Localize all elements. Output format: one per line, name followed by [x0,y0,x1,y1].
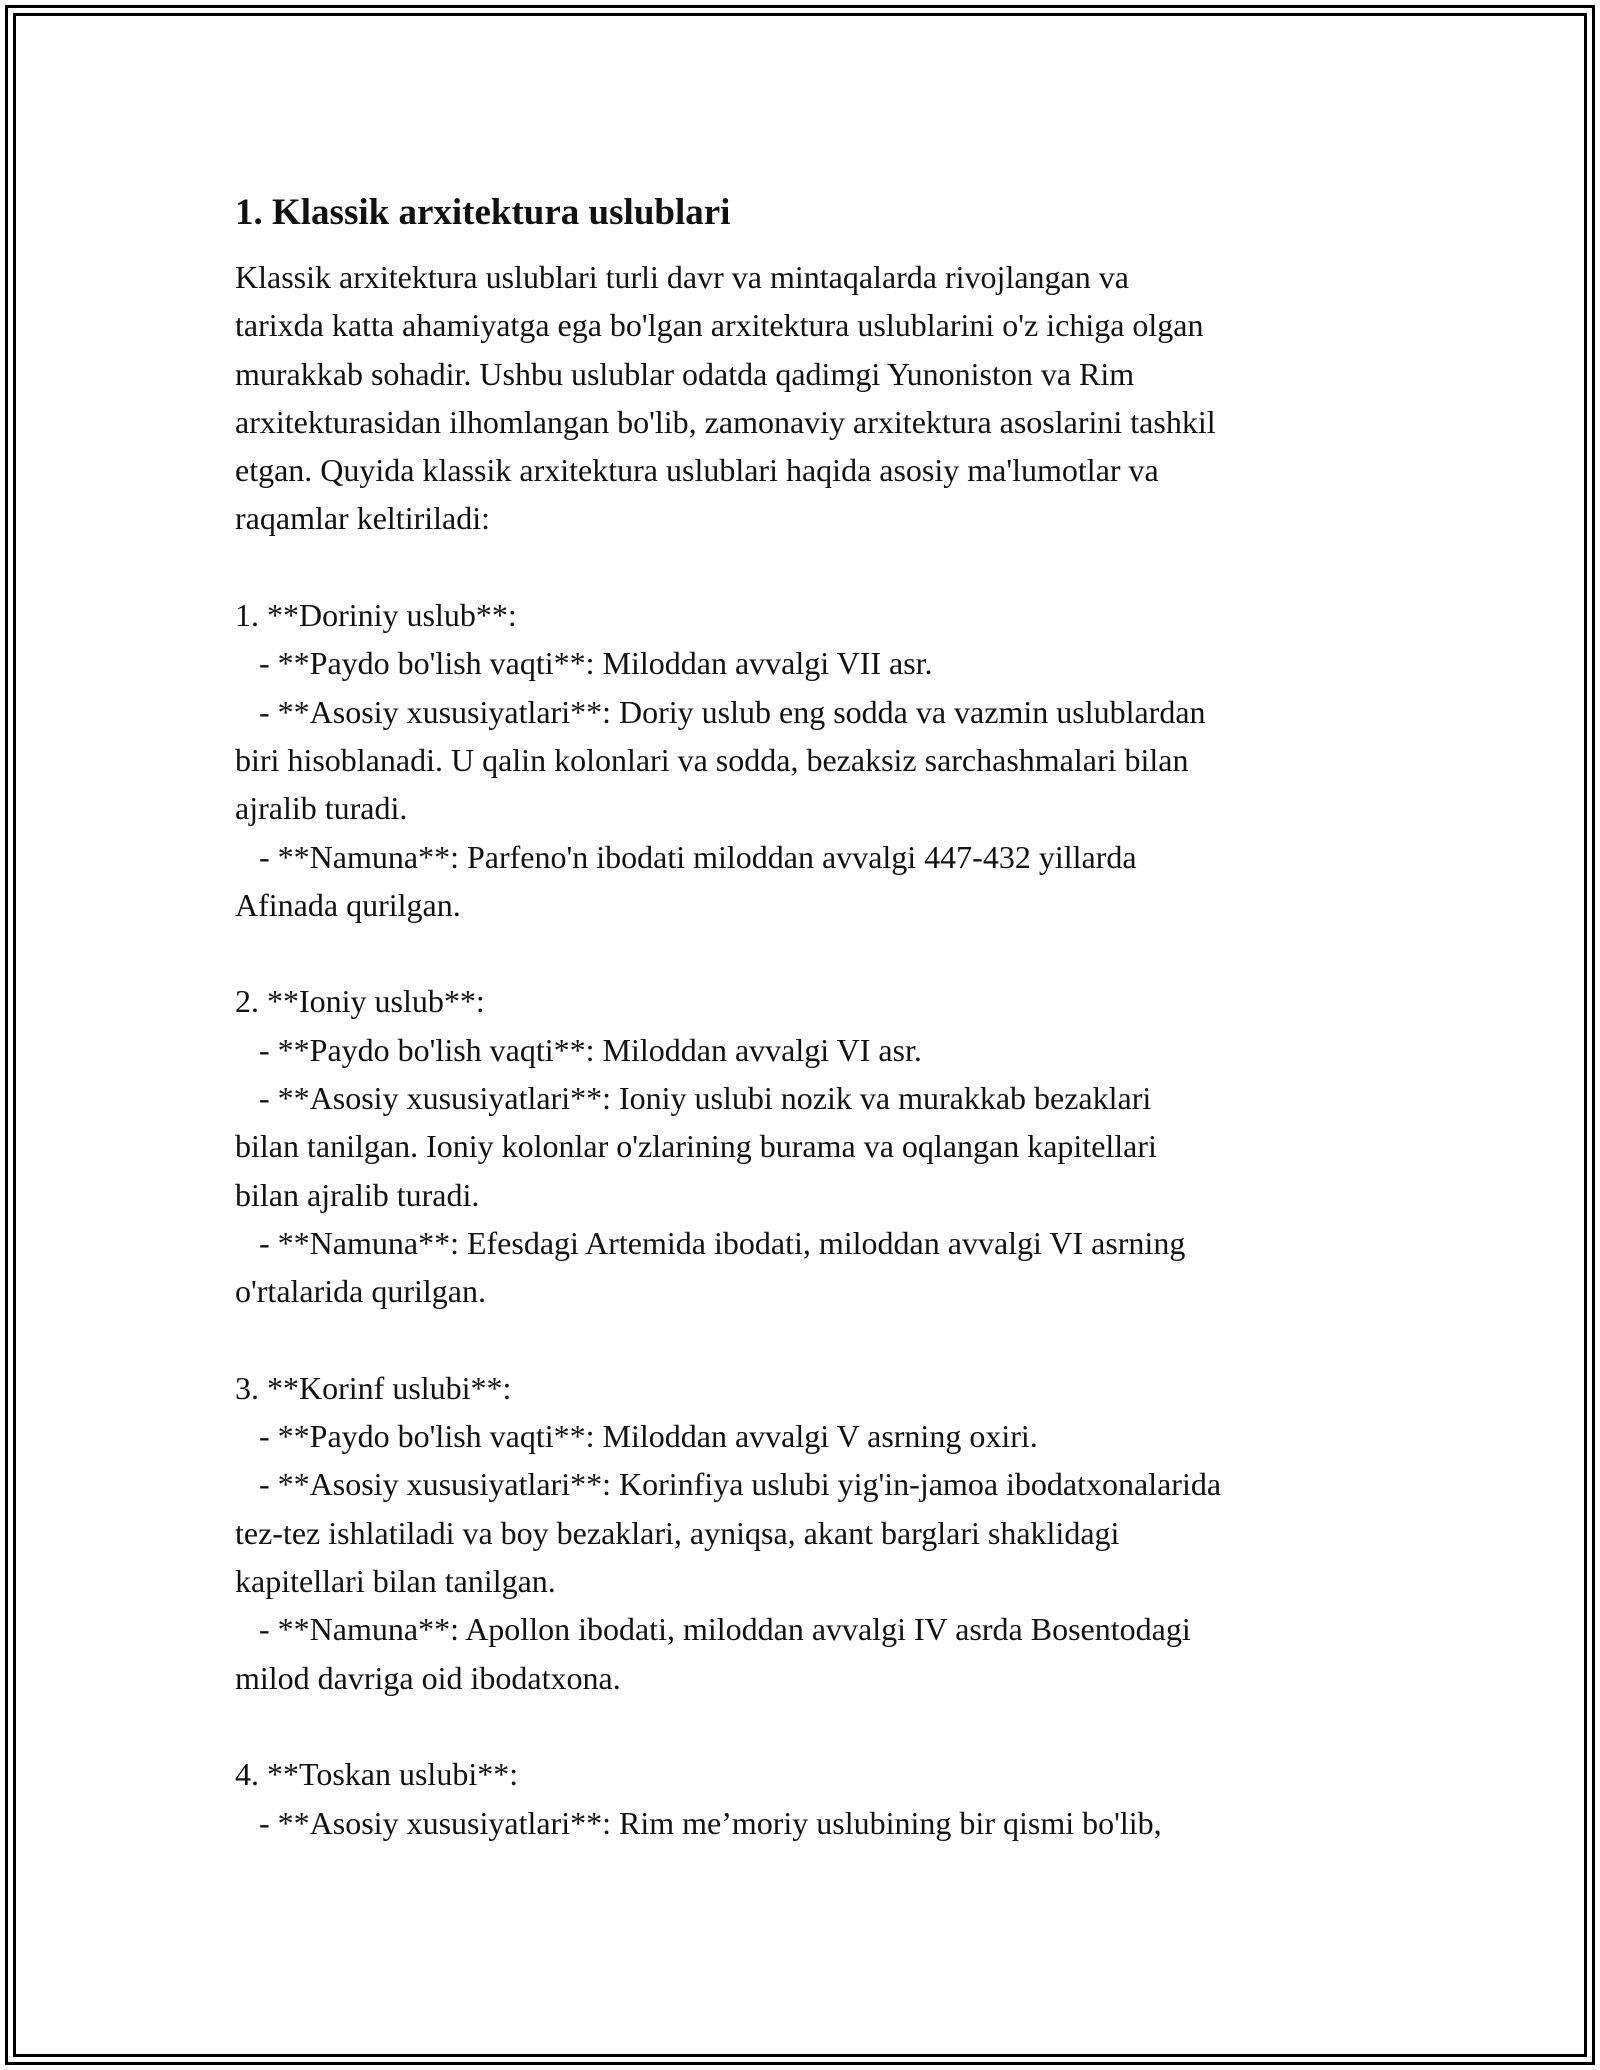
text-line: Afinada qurilgan. [235,886,461,923]
text-line: - **Asosiy xususiyatlari**: Ioniy uslubi nozik va murakkab bezaklari [235,1080,1152,1117]
text-line: - **Namuna**: Apollon ibodati, miloddan avvalgi IV asrda Bosentodagi [235,1611,1191,1648]
text-line: - **Asosiy xususiyatlari**: Rim me’moriy uslubining bir qismi bo'lib, [235,1804,1162,1841]
text-line [235,543,1370,591]
text-line: 2. **Ioniy uslub**: [235,983,485,1020]
text-line: - **Namuna**: Parfeno'n ibodati miloddan avvalgi 447-432 yillarda [235,838,1137,875]
text-line: tarixda katta ahamiyatga ega bo'lgan arxitektura uslublarini o'z ichiga olgan [235,307,1204,344]
text-line: tez-tez ishlatiladi va boy bezaklari, ayniqsa, akant barglari shaklidagi [235,1514,1120,1551]
text-line: arxitekturasidan ilhomlangan bo'lib, zamonaviy arxitektura asoslarini tashkil [235,403,1216,440]
text-line: milod davriga oid ibodatxona. [235,1659,621,1696]
text-line [235,1702,1370,1750]
text-line: - **Namuna**: Efesdagi Artemida ibodati, miloddan avvalgi VI asrning [235,1224,1186,1261]
text-line: - **Asosiy xususiyatlari**: Korinfiya uslubi yig'in-jamoa ibodatxonalarida [235,1466,1222,1503]
text-line: bilan tanilgan. Ioniy kolonlar o'zlarining burama va oqlangan kapitellari [235,1128,1157,1165]
text-line: raqamlar keltiriladi: [235,500,490,537]
text-line: o'rtalarida qurilgan. [235,1273,486,1310]
text-line: 3. **Korinf uslubi**: [235,1369,512,1406]
text-line: Klassik arxitektura uslublari turli davr va mintaqalarda rivojlangan va [235,259,1129,295]
text-line: murakkab sohadir. Ushbu uslublar odatda qadimgi Yunoniston va Rim [235,355,1135,392]
body-text [235,253,1370,1847]
text-line: kapitellari bilan tanilgan. [235,1563,556,1600]
text-line [235,1316,1370,1364]
text-line: ajralib turadi. [235,790,408,827]
text-line: bilan ajralib turadi. [235,1176,480,1213]
text-line: 1. **Doriniy uslub**: [235,597,517,634]
document-body [235,185,1370,1847]
text-line: - **Asosiy xususiyatlari**: Doriy uslub eng sodda va vazmin uslublardan [235,693,1206,730]
text-line [235,929,1370,977]
text-line: - **Paydo bo'lish vaqti**: Miloddan avvalgi VII asr. [235,645,933,682]
text-line: 4. **Toskan uslubi**: [235,1756,519,1793]
text-line: - **Paydo bo'lish vaqti**: Miloddan avvalgi V asrning oxiri. [235,1418,1038,1455]
text-line: etgan. Quyida klassik arxitektura uslublari haqida asosiy ma'lumotlar va [235,452,1159,489]
text-line: biri hisoblanadi. U qalin kolonlari va sodda, bezaksiz sarchashmalari bilan [235,741,1189,778]
text-line: - **Paydo bo'lish vaqti**: Miloddan avvalgi VI asr. [235,1031,922,1068]
page-title: 1. Klassik arxitektura uslublari [235,192,731,233]
